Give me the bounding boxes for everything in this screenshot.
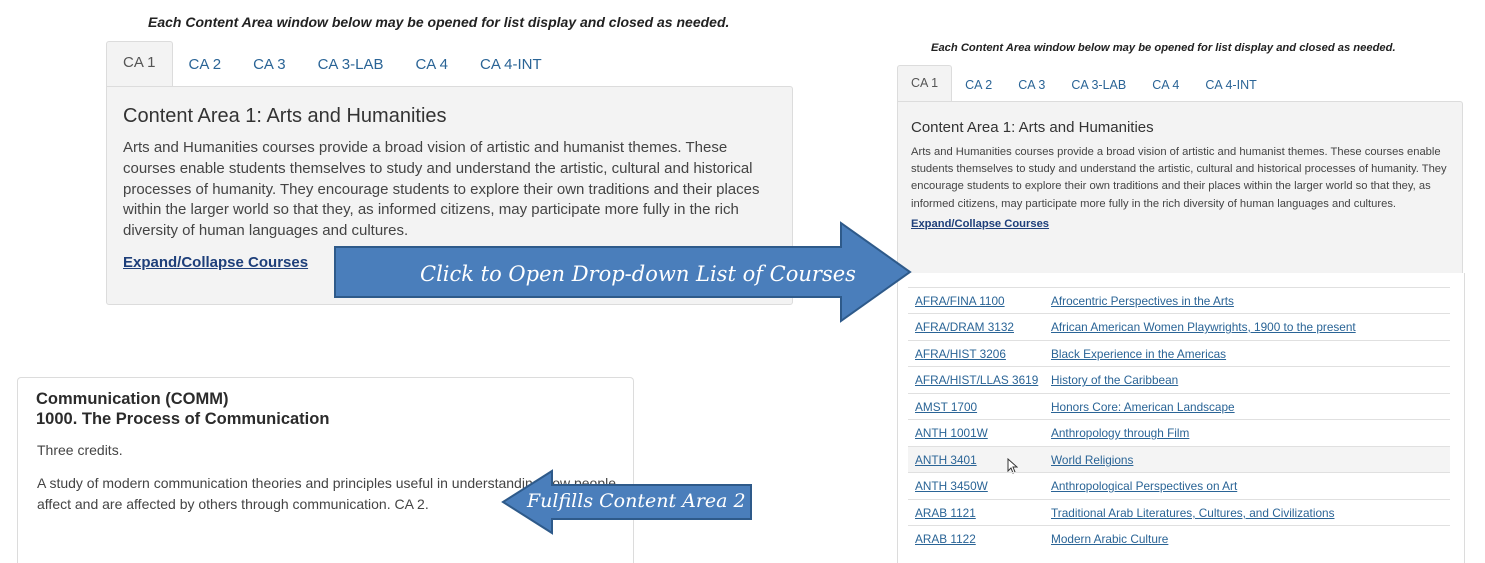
course-row[interactable] [908, 446, 1450, 473]
course-list [897, 273, 1465, 563]
course-title-link[interactable]: Black Experience in the Americas [1051, 347, 1227, 361]
tab-ca2[interactable]: CA 2 [965, 78, 993, 92]
course-row[interactable] [908, 340, 1450, 367]
catalog-course-name: 1000. The Process of Communication [36, 410, 330, 428]
panel-description: Arts and Humanities courses provide a broad vision of artistic and humanist themes. These courses enable students themselves to study and understand the artistic, cultural and historical processes of humanity. They encourage students to explore their own traditions and their places within the larger world so that they, as informed citizens, may participate more fully in the rich diversity of human languages and cultures. [123, 139, 760, 240]
tab-ca1[interactable]: CA 1 [897, 65, 952, 102]
course-code-link[interactable]: AFRA/FINA 1100 [915, 294, 1005, 308]
tab-ca4-int[interactable]: CA 4-INT [480, 56, 542, 73]
course-title-link[interactable]: Anthropological Perspectives on Art [1051, 479, 1238, 493]
panel-title: Content Area 1: Arts and Humanities [123, 105, 447, 127]
fulfills-callout-text: Fulfills Content Area 2 [527, 490, 746, 512]
content-area-tabs [106, 42, 558, 86]
tab-ca1[interactable]: CA 1 [106, 41, 173, 86]
course-code-link[interactable]: ARAB 1122 [915, 532, 976, 546]
course-row[interactable] [908, 313, 1450, 340]
course-code-link[interactable]: AFRA/DRAM 3132 [915, 320, 1014, 334]
tab-ca2[interactable]: CA 2 [188, 56, 222, 73]
catalog-department: Communication (COMM) [36, 390, 229, 408]
course-title-link[interactable]: Honors Core: American Landscape [1051, 400, 1235, 414]
course-row[interactable] [908, 419, 1450, 446]
course-title-link[interactable]: Traditional Arab Literatures, Cultures, and Civilizations [1051, 506, 1335, 520]
content-area-tabs-zoomed [897, 66, 1270, 102]
course-code-link[interactable]: ARAB 1121 [915, 506, 976, 520]
course-title-link[interactable]: Anthropology through Film [1051, 426, 1190, 440]
course-title-link[interactable]: African American Women Playwrights, 1900 to the present [1051, 320, 1356, 334]
tab-ca3-lab[interactable]: CA 3-LAB [317, 56, 384, 73]
panel-title: Content Area 1: Arts and Humanities [911, 119, 1154, 136]
course-row[interactable] [908, 366, 1450, 393]
expand-collapse-link[interactable]: Expand/Collapse Courses [911, 217, 1050, 230]
open-dropdown-callout-text: Click to Open Drop-down List of Courses [420, 262, 856, 286]
tab-ca4[interactable]: CA 4 [1152, 78, 1180, 92]
course-code-link[interactable]: ANTH 3401 [915, 453, 977, 467]
course-title-link[interactable]: Modern Arabic Culture [1051, 532, 1169, 546]
course-code-link[interactable]: AMST 1700 [915, 400, 978, 414]
course-title-link[interactable]: History of the Caribbean [1051, 373, 1179, 387]
course-code-link[interactable]: ANTH 1001W [915, 426, 988, 440]
tab-ca3[interactable]: CA 3 [253, 56, 286, 73]
course-row[interactable] [908, 287, 1450, 314]
course-title-link[interactable]: Afrocentric Perspectives in the Arts [1051, 294, 1234, 308]
content-area-panel-zoomed [897, 101, 1463, 273]
tab-ca4-int[interactable]: CA 4-INT [1205, 78, 1257, 92]
course-code-link[interactable]: ANTH 3450W [915, 479, 988, 493]
course-row[interactable] [908, 472, 1450, 499]
catalog-credits: Three credits. [37, 442, 123, 458]
tab-ca3[interactable]: CA 3 [1018, 78, 1046, 92]
content-area-notice-zoomed: Each Content Area window below may be opened for list display and closed as needed. [931, 42, 1396, 54]
catalog-description: A study of modern communication theories and principles useful in understanding how people affect and are affected by others through communication. CA 2. [37, 475, 617, 512]
course-code-link[interactable]: AFRA/HIST/LLAS 3619 [915, 373, 1039, 387]
tab-ca4[interactable]: CA 4 [415, 56, 448, 73]
course-row[interactable] [908, 393, 1450, 420]
content-area-notice: Each Content Area window below may be opened for list display and closed as needed. [148, 14, 730, 30]
tab-ca3-lab[interactable]: CA 3-LAB [1071, 78, 1127, 92]
expand-collapse-link[interactable]: Expand/Collapse Courses [123, 253, 309, 271]
course-row[interactable] [908, 499, 1450, 526]
course-title-link[interactable]: World Religions [1051, 453, 1134, 467]
panel-description: Arts and Humanities courses provide a broad vision of artistic and humanist themes. These courses enable students themselves to study and understand the artistic, cultural and historical processes of humanity. They encourage students to explore their own traditions and their places within the larger world so that they, as informed citizens, may participate more fully in the rich diversity of human languages and cultures. [911, 146, 1447, 210]
course-code-link[interactable]: AFRA/HIST 3206 [915, 347, 1006, 361]
course-row[interactable] [908, 525, 1450, 552]
